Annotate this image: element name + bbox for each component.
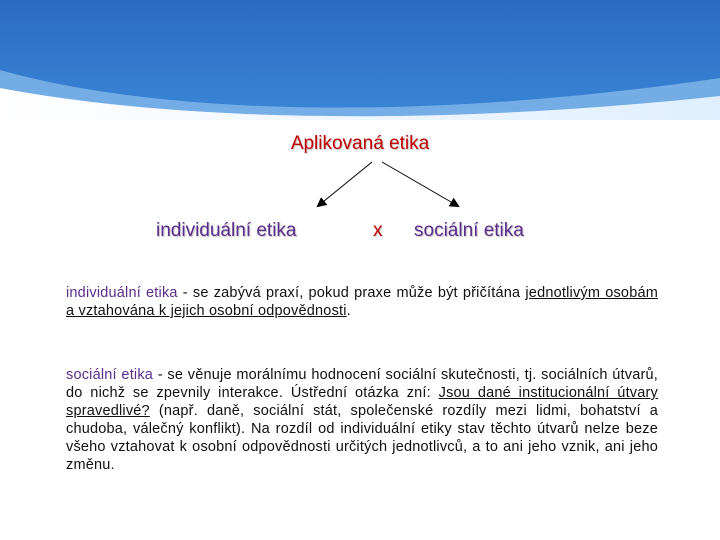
paragraph1-underlined: jednotlivým osobám a vztahována k jejich osobní odpovědnosti xyxy=(66,285,659,319)
term-individual-ethics: individuální etika xyxy=(66,285,178,301)
diagram-title: Aplikovaná etika xyxy=(290,133,430,154)
paragraph-social-ethics xyxy=(66,366,658,474)
paragraph2-text2: (např. daně, sociální stát, společenské rozdíly mezi lidmi, bohatství a chudoba, válečný konflikt). Na rozdíl od individuální etiky stav těchto útvarů nelze beze všeho vztahovat k osobní odpovědnosti určitých jednotlivců, a to ani jeho vznik, ani jeho změnu. xyxy=(66,403,658,473)
left-arrow xyxy=(318,162,372,206)
right-branch-label: sociální etika xyxy=(414,220,524,241)
paragraph2-underlined: Jsou dané institucionální útvary spravedlivé? xyxy=(66,385,658,419)
term-social-ethics: sociální etika xyxy=(66,367,154,383)
paragraph1-end: . xyxy=(346,303,351,319)
paragraph1-text: - se zabývá praxí, pokud praxe může být přičítána xyxy=(177,285,526,301)
paragraph2-text1: - se věnuje morálnímu hodnocení sociální skutečnosti, tj. sociálních útvarů, do nichž se zpevnily interakce. Ústřední otázka zní: xyxy=(66,367,658,401)
right-arrow xyxy=(382,162,458,206)
versus-separator: x xyxy=(373,220,383,241)
paragraph-individual-ethics xyxy=(66,284,658,320)
left-branch-label: individuální etika xyxy=(156,220,297,241)
